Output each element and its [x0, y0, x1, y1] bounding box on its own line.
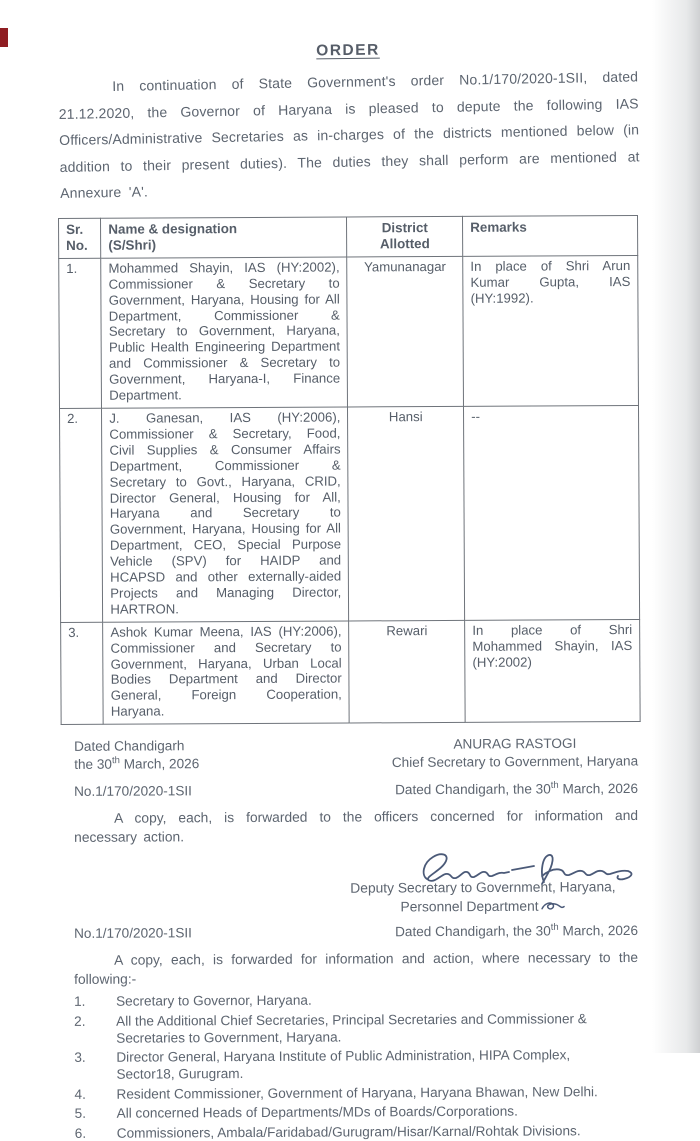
- header-name-designation: [101, 216, 347, 257]
- cell-district: Rewari: [349, 620, 465, 723]
- cell-sr-no: 2.: [59, 408, 102, 622]
- list-item-text: Resident Commissioner, Government of Haryana, Haryana Bhawan, New Delhi.: [116, 1083, 598, 1101]
- list-item: [58, 1009, 638, 1046]
- endorsement1-date-rest: March, 2026: [558, 780, 639, 797]
- cell-sr-no: 3.: [61, 622, 104, 725]
- endorsement2-date: [395, 922, 638, 941]
- header-sr-line2: No.: [66, 237, 88, 253]
- deputy-department: Personnel Department: [400, 897, 539, 914]
- list-item-number: 1.: [74, 993, 86, 1009]
- cell-name-designation: J. Ganesan, IAS (HY:2006), Commissioner & Secretary, Food, Civil Supplies & Consumer Affairs Department, Commissioner & Secretary to Govt., Haryana, CRID, Director General, Housing for All, Haryana and Secretary to Government, Haryana, Housing for All Department, CEO, Special Purpose Vehicle (SPV) for HAIDP and HCAPSD and other externally-aided Projects and Managing Director, HARTRON.: [102, 406, 349, 621]
- forwarding-note-2: A copy, each, is forwarded for information and action, where necessary to the following:-: [74, 949, 639, 987]
- list-item-text: All the Additional Chief Secretaries, Principal Secretaries and Commissioner & Secretaries to Government, Haryana.: [116, 1010, 587, 1045]
- dated-date-rest: March, 2026: [119, 755, 200, 772]
- list-item-number: 3.: [74, 1049, 86, 1065]
- list-item: [58, 1082, 638, 1102]
- forwarding-note-1: A copy, each, is forwarded to the officers concerned for information and necessary action.: [74, 807, 639, 845]
- endorsement1-ref-row: [58, 780, 638, 801]
- header-remarks-text: Remarks: [470, 219, 527, 235]
- intro-paragraph: In continuation of State Government's order No.1/170/2020-1SII, dated 21.12.2020, the Governor of Haryana is pleased to depute the following IAS Officers/Administrative Secretaries as in-charges of the districts mentioned below (in addition to their present duties). The duties they shall perform are mentioned at Annexure 'A'.: [58, 68, 640, 201]
- cell-remarks: In place of Shri Mohammed Shayin, IAS (HY:2002): [465, 619, 640, 722]
- list-item-number: 4.: [74, 1086, 86, 1102]
- cell-district: Hansi: [348, 406, 465, 620]
- deputy-title-line1: Deputy Secretary to Government, Haryana,: [350, 878, 616, 896]
- list-item-text: Commissioners, Ambala/Faridabad/Gurugram/Hisar/Karnal/Rohtak Divisions.: [116, 1122, 581, 1140]
- order-title-text: ORDER: [316, 41, 380, 60]
- deputy-title-line2: [328, 896, 638, 916]
- officer-name: ANURAG RASTOGI: [453, 735, 577, 752]
- dated-date-day: the 30: [74, 756, 113, 772]
- signing-officer-block: [392, 734, 639, 772]
- list-item: [58, 1046, 638, 1083]
- officer-title: Chief Secretary to Government, Haryana: [391, 753, 639, 770]
- header-sr-no: [59, 218, 101, 258]
- header-sr-line1: Sr.: [66, 221, 84, 237]
- ordinal-suffix: th: [111, 754, 120, 766]
- header-district-line2: Allotted: [379, 235, 430, 251]
- reference-number: No.1/170/2020-1SII: [74, 924, 192, 941]
- list-item-text: Secretary to Governor, Haryana.: [116, 992, 312, 1009]
- header-district-line1: District: [381, 219, 428, 235]
- endorsement2-date-rest: March, 2026: [558, 922, 639, 939]
- pen-scribble-icon: [540, 899, 566, 912]
- cell-sr-no: 1.: [59, 258, 102, 408]
- list-item-number: 6.: [74, 1125, 87, 1141]
- endorsement2-ref-row: [58, 922, 638, 943]
- signoff-row: [58, 734, 638, 774]
- dated-place: Dated Chandigarh: [74, 737, 185, 754]
- list-item-text: All concerned Heads of Departments/MDs of Boards/Corporations.: [116, 1103, 518, 1121]
- order-title: [58, 39, 638, 63]
- table-row: [61, 619, 641, 724]
- recipient-list: [58, 990, 639, 1141]
- cell-district: Yamunanagar: [347, 256, 464, 407]
- table-row: [59, 255, 639, 408]
- list-item-number: 2.: [74, 1013, 86, 1029]
- reference-number: No.1/170/2020-1SII: [74, 782, 192, 799]
- list-item-number: 5.: [74, 1105, 87, 1121]
- list-item: [59, 1102, 639, 1122]
- list-item: [58, 990, 638, 1010]
- deputy-signatory-block: [328, 878, 638, 917]
- ordinal-suffix: th: [550, 779, 559, 791]
- cell-name-designation: Mohammed Shayin, IAS (HY:2002), Commissioner & Secretary to Government, Haryana, Housing for All Department, Commissioner & Secretary to Government, Haryana, Public Health Engineering Department and Commissioner & Secretary to Government, Haryana-I, Finance Department.: [101, 256, 348, 407]
- header-district-allotted: [347, 216, 463, 256]
- dated-place-block: [58, 737, 199, 774]
- ordinal-suffix: th: [550, 921, 559, 933]
- header-name-line1: Name & designation: [108, 220, 238, 237]
- endorsement1-date: [395, 780, 638, 799]
- deputation-table: [58, 214, 641, 724]
- cell-remarks: In place of Shri Arun Kumar Gupta, IAS (HY:1992).: [463, 255, 639, 406]
- table-header-row: [59, 215, 638, 258]
- list-item: [59, 1121, 639, 1141]
- red-ink-mark: [0, 28, 8, 47]
- header-remarks: [463, 215, 638, 256]
- list-item-text: Director General, Haryana Institute of Public Administration, HIPA Complex, Sector18, Gurugram.: [116, 1047, 571, 1082]
- endorsement2-date-pre: Dated Chandigarh, the 30: [395, 923, 551, 939]
- endorsement1-date-pre: Dated Chandigarh, the 30: [395, 781, 551, 797]
- cell-name-designation: Ashok Kumar Meena, IAS (HY:2006), Commissioner and Secretary to Government, Haryana, Urban Local Bodies Department and Director General, Foreign Cooperation, Haryana.: [103, 620, 350, 724]
- cell-remarks: --: [464, 405, 640, 620]
- dated-date: [74, 755, 199, 774]
- header-name-line2: (S/Shri): [108, 236, 157, 253]
- table-row: [59, 405, 639, 622]
